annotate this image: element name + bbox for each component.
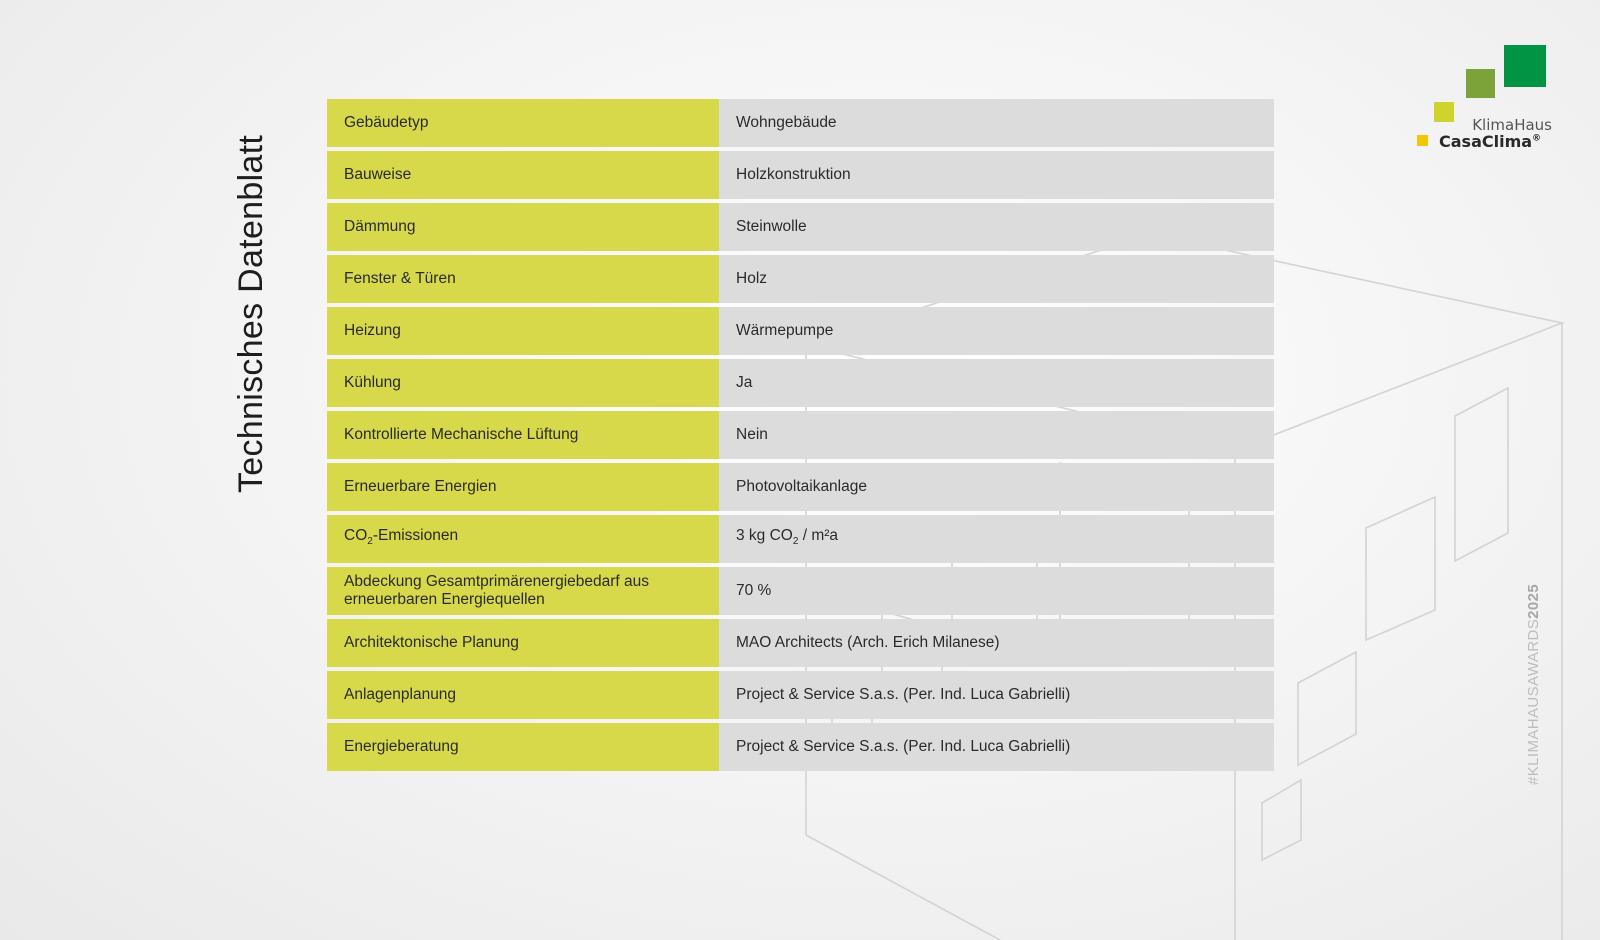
row-value: 70 % [719, 567, 1274, 615]
row-label: Kontrollierte Mechanische Lüftung [327, 411, 719, 459]
table-row [327, 203, 1274, 251]
hashtag-text: #KLIMAHAUSAWARDS [1525, 618, 1542, 785]
row-label: Anlagenplanung [327, 671, 719, 719]
row-label: Kühlung [327, 359, 719, 407]
klimahaus-logo [1410, 40, 1560, 160]
table-row [327, 567, 1274, 615]
row-label: Energieberatung [327, 723, 719, 771]
row-value: Wärmepumpe [719, 307, 1274, 355]
page-title: Technisches Datenblatt [232, 134, 270, 493]
row-label: Gebäudetyp [327, 99, 719, 147]
logo-text-casaclima-name: CasaClima [1439, 132, 1533, 151]
row-value: Ja [719, 359, 1274, 407]
row-value: Project & Service S.a.s. (Per. Ind. Luca Gabrielli) [719, 671, 1274, 719]
logo-square-medium [1466, 69, 1495, 98]
logo-square-small [1434, 102, 1454, 122]
row-value: Photovoltaikanlage [719, 463, 1274, 511]
row-value: Nein [719, 411, 1274, 459]
row-value: Wohngebäude [719, 99, 1274, 147]
table-row [327, 671, 1274, 719]
row-value: MAO Architects (Arch. Erich Milanese) [719, 619, 1274, 667]
registered-mark: ® [1532, 133, 1542, 144]
table-row [327, 619, 1274, 667]
row-label: Architektonische Planung [327, 619, 719, 667]
hashtag-year: 2025 [1525, 583, 1542, 619]
table-row [327, 255, 1274, 303]
row-label: $CO_2$-Emissionen [327, 515, 719, 563]
data-sheet-table [327, 95, 1274, 775]
row-value: Holz [719, 255, 1274, 303]
logo-square-large [1504, 45, 1546, 87]
logo-text-casaclima [1439, 132, 1541, 151]
row-label: Fenster & Türen [327, 255, 719, 303]
row-value: 3 kg $CO_2 / m^2a$ [719, 515, 1274, 563]
table-row [327, 515, 1274, 563]
row-value: Steinwolle [719, 203, 1274, 251]
table-row [327, 151, 1274, 199]
table-row [327, 463, 1274, 511]
row-value: Holzkonstruktion [719, 151, 1274, 199]
awards-hashtag [1525, 584, 1542, 785]
row-label: Heizung [327, 307, 719, 355]
table-row [327, 307, 1274, 355]
row-label: Bauweise [327, 151, 719, 199]
logo-square-tiny [1417, 135, 1428, 146]
row-value: Project & Service S.a.s. (Per. Ind. Luca Gabrielli) [719, 723, 1274, 771]
row-label: Abdeckung Gesamtprimärenergiebedarf aus erneuerbaren Energiequellen [327, 567, 719, 615]
table-row [327, 411, 1274, 459]
table-row [327, 99, 1274, 147]
row-label: Dämmung [327, 203, 719, 251]
data-sheet-rows [327, 99, 1274, 771]
table-row [327, 359, 1274, 407]
row-label: Erneuerbare Energien [327, 463, 719, 511]
table-row [327, 723, 1274, 771]
logo-text-klimahaus: KlimaHaus [1472, 116, 1552, 134]
